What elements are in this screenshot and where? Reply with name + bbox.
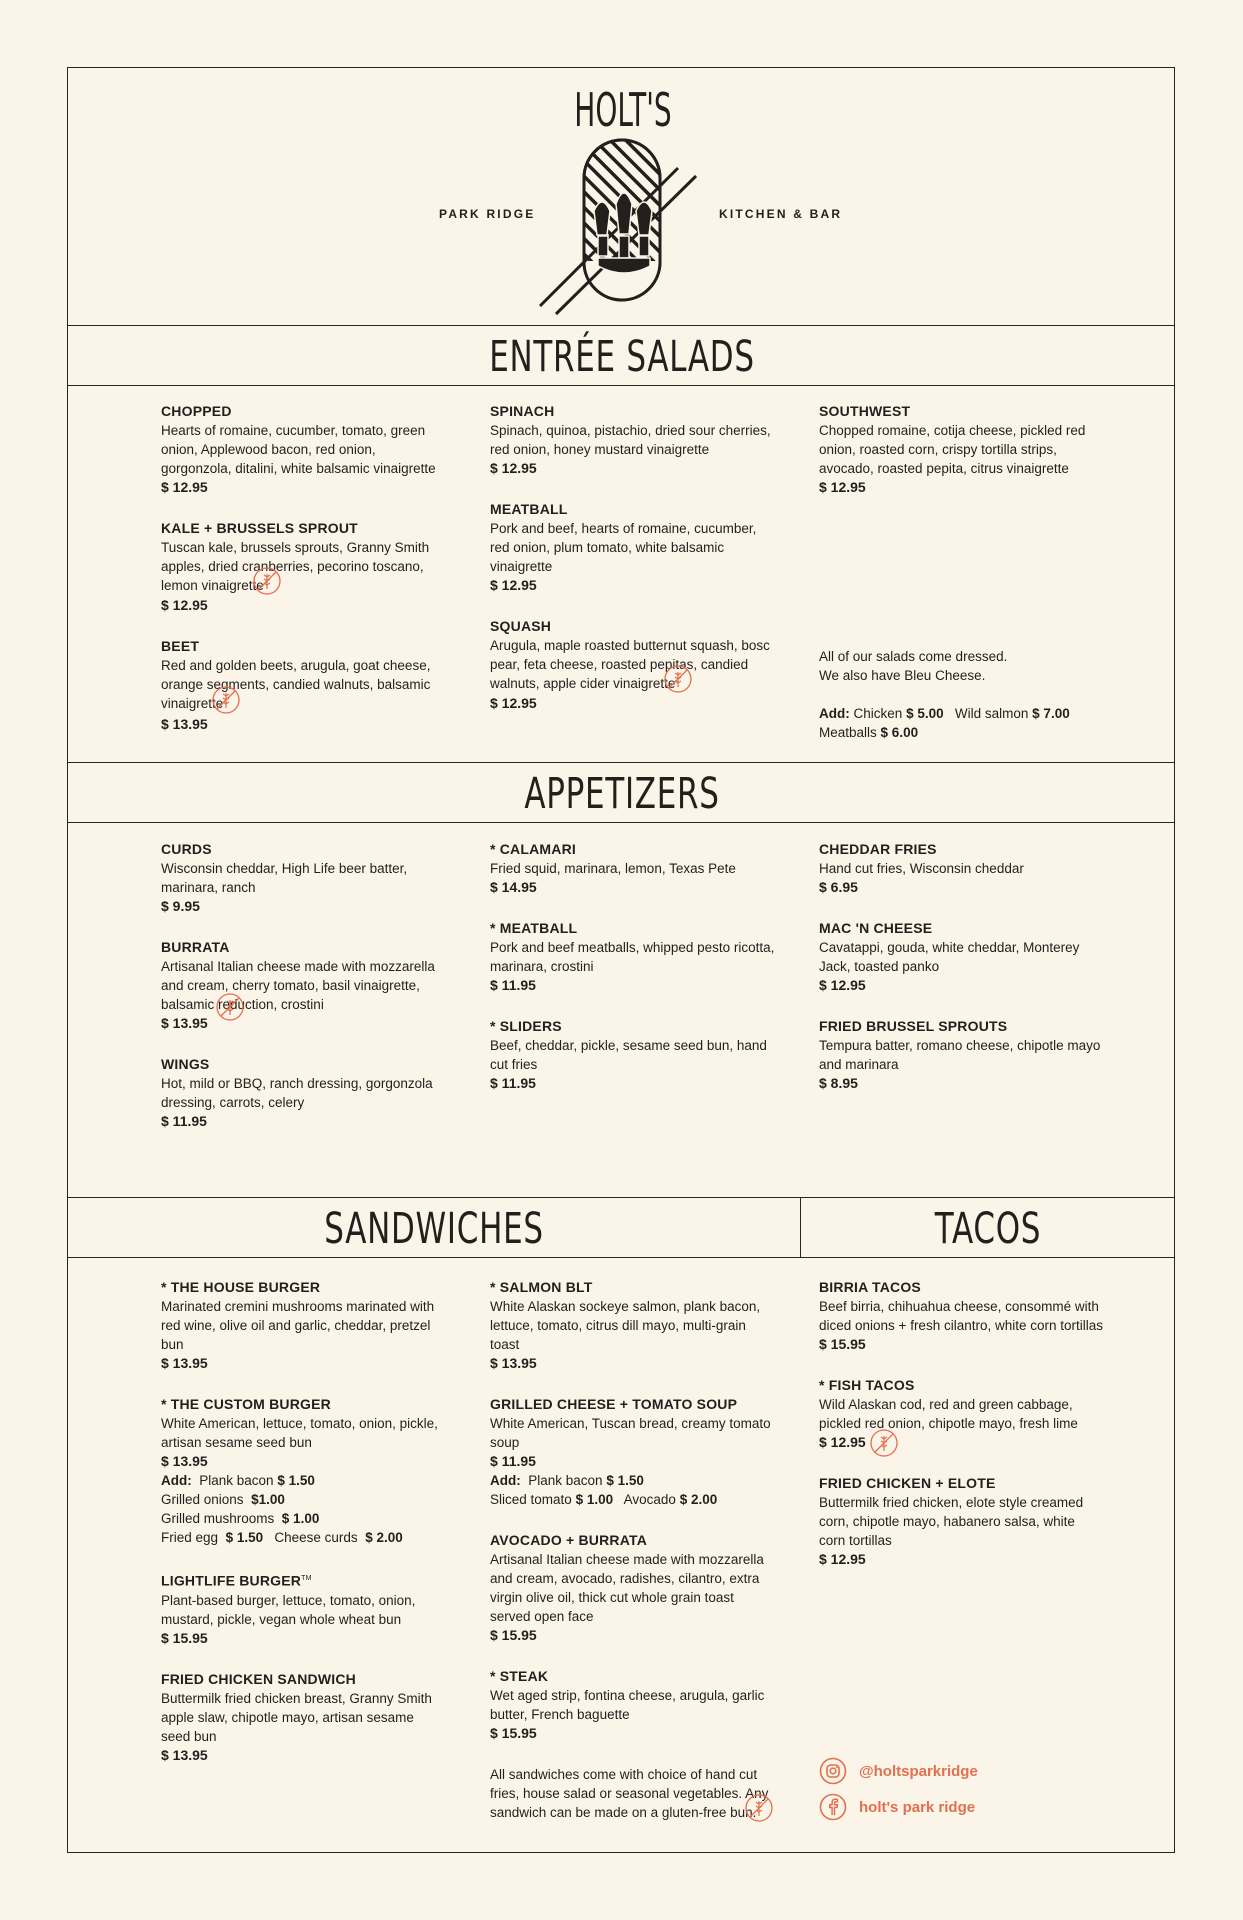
sandwiches-column-1 — [161, 1278, 446, 1787]
menu-item — [161, 1670, 446, 1765]
menu-item — [819, 1017, 1104, 1093]
menu-item — [161, 938, 446, 1033]
tap-handles-logo — [538, 86, 708, 316]
item-price: $ 8.95 — [819, 1075, 858, 1091]
sandwiches-column-2 — [490, 1278, 775, 1823]
item-name: CURDS — [161, 841, 212, 857]
menu-item — [490, 500, 775, 595]
gluten-free-icon — [211, 685, 241, 715]
menu-item — [490, 1531, 775, 1645]
location-label: PARK RIDGE — [439, 207, 536, 221]
item-price: $ 14.95 — [490, 879, 537, 895]
item-description: Hand cut fries, Wisconsin cheddar — [819, 861, 1024, 876]
item-price: $ 13.95 — [161, 1355, 208, 1371]
item-price: $ 12.95 — [490, 577, 537, 593]
item-description: Arugula, maple roasted butternut squash, bosc pear, feta cheese, roasted pepitas, candied walnuts, apple cider vinaigrette — [490, 636, 775, 694]
divider — [68, 1197, 1174, 1198]
menu-item — [819, 1278, 1104, 1354]
tagline-label: KITCHEN & BAR — [719, 207, 843, 221]
item-description: Buttermilk fried chicken, elote style creamed corn, chipotle mayo, habanero salsa, white corn tortillas — [819, 1495, 1084, 1548]
item-description: Cavatappi, gouda, white cheddar, Monterey Jack, toasted panko — [819, 940, 1080, 974]
tacos-column — [819, 1278, 1104, 1591]
item-name: * STEAK — [490, 1668, 549, 1684]
item-name: GRILLED CHEESE + TOMATO SOUP — [490, 1396, 738, 1412]
gluten-free-icon — [869, 1428, 899, 1458]
item-price: $ 12.95 — [819, 1434, 866, 1450]
item-price: $ 11.95 — [490, 1453, 536, 1469]
menu-item — [161, 1395, 446, 1547]
item-price: $ 11.95 — [490, 1075, 536, 1091]
logo-wordmark: HOLT'S — [574, 86, 672, 138]
item-price: $ 12.95 — [819, 1551, 866, 1567]
item-name: MEATBALL — [490, 501, 568, 517]
item-description: White American, lettuce, tomato, onion, pickle, artisan sesame seed bun — [161, 1416, 438, 1450]
item-description: Fried squid, marinara, lemon, Texas Pete — [490, 861, 736, 876]
item-price: $ 15.95 — [819, 1336, 866, 1352]
item-description: Wet aged strip, fontina cheese, arugula, garlic butter, French baguette — [490, 1688, 765, 1722]
add-on-line: Add: Plank bacon $ 1.50 — [161, 1473, 315, 1488]
item-description: Tempura batter, romano cheese, chipotle mayo and marinara — [819, 1038, 1101, 1072]
item-price: $ 15.95 — [490, 1725, 537, 1741]
item-name: BIRRIA TACOS — [819, 1279, 921, 1295]
item-description: Wisconsin cheddar, High Life beer batter, marinara, ranch — [161, 861, 408, 895]
gluten-free-icon — [744, 1793, 774, 1823]
item-name: SQUASH — [490, 618, 552, 634]
add-on-line: Fried egg $ 1.50 Cheese curds $ 2.00 — [161, 1530, 403, 1545]
item-name: * MEATBALL — [490, 920, 578, 936]
instagram-handle: @holtsparkridge — [859, 1762, 978, 1780]
item-price: $ 13.95 — [161, 1746, 208, 1763]
item-price: $ 12.95 — [161, 597, 208, 614]
item-price: $ 13.95 — [161, 1453, 208, 1469]
item-description: Plant-based burger, lettuce, tomato, onion, mustard, pickle, vegan whole wheat bun — [161, 1592, 416, 1627]
item-price: $ 13.95 — [490, 1355, 537, 1371]
item-description: Buttermilk fried chicken breast, Granny Smith apple slaw, chipotle mayo, artisan sesame seed bun — [161, 1690, 432, 1744]
item-description: White Alaskan sockeye salmon, plank bacon, lettuce, tomato, citrus dill mayo, multi-grain toast — [490, 1299, 761, 1352]
add-on-line: Add: Plank bacon $ 1.50 — [490, 1473, 644, 1488]
menu-item — [819, 1376, 1104, 1452]
menu-item — [490, 1395, 775, 1509]
item-description: Chopped romaine, cotija cheese, pickled red onion, roasted corn, crispy tortilla strips, avocado, roasted pepita, citrus vinaigrette — [819, 423, 1086, 476]
appetizers-column-1 — [161, 840, 446, 1153]
item-price: $ 9.95 — [161, 898, 200, 914]
item-name: AVOCADO + BURRATA — [490, 1532, 648, 1548]
menu-item — [161, 840, 446, 916]
item-name: * FISH TACOS — [819, 1377, 915, 1393]
facebook-handle: holt's park ridge — [859, 1798, 976, 1816]
menu-item — [490, 402, 775, 478]
item-price: $ 12.95 — [819, 479, 866, 495]
salads-column-1 — [161, 402, 446, 756]
menu-item — [161, 402, 446, 497]
item-price: $ 11.95 — [490, 977, 536, 993]
item-price: $ 11.95 — [161, 1113, 207, 1129]
item-description: Wild Alaskan cod, red and green cabbage, pickled red onion, chipotle mayo, fresh lime — [819, 1397, 1078, 1431]
item-description: Red and golden beets, arugula, goat cheese, orange segments, candied walnuts, balsamic vinaigrette — [161, 656, 446, 714]
item-price: $ 12.95 — [490, 460, 537, 476]
item-description: Pork and beef, hearts of romaine, cucumber, red onion, plum tomato, white balsamic vinaigrette — [490, 521, 757, 574]
menu-item — [161, 637, 446, 733]
item-name: LIGHTLIFE BURGER™ — [161, 1572, 312, 1589]
menu-item — [161, 1055, 446, 1131]
salads-column-2 — [490, 402, 775, 735]
item-description: Beef birria, chihuahua cheese, consommé with diced onions + fresh cilantro, white corn tortillas — [819, 1299, 1104, 1333]
add-on-line: Grilled mushrooms $ 1.00 — [161, 1511, 320, 1526]
menu-item — [819, 840, 1104, 897]
menu-item — [490, 1667, 775, 1743]
item-description: Artisanal Italian cheese made with mozzarella and cream, avocado, radishes, cilantro, extra virgin olive oil, thick cut whole grain toast served open face — [490, 1552, 764, 1624]
section-title-sandwiches: SANDWICHES — [324, 1204, 544, 1254]
add-on-line: Sliced tomato $ 1.00 Avocado $ 2.00 — [490, 1492, 718, 1507]
menu-item — [161, 1569, 446, 1648]
facebook-link[interactable] — [819, 1792, 978, 1822]
item-description: Beef, cheddar, pickle, sesame seed bun, hand cut fries — [490, 1038, 767, 1072]
menu-item — [819, 402, 1104, 497]
item-price: $ 13.95 — [161, 715, 208, 732]
salad-add-ons-meatballs: Meatballs $ 6.00 — [819, 725, 919, 740]
gluten-free-icon — [663, 664, 693, 694]
item-name: * THE CUSTOM BURGER — [161, 1396, 331, 1412]
item-name: KALE + BRUSSELS SPROUT — [161, 520, 358, 536]
item-name: SOUTHWEST — [819, 403, 911, 419]
social-links — [819, 1756, 978, 1828]
appetizers-column-2 — [490, 840, 775, 1115]
divider — [68, 325, 1174, 326]
menu-item — [490, 617, 775, 713]
item-price: $ 12.95 — [490, 695, 537, 712]
sandwiches-note: All sandwiches come with choice of hand cut fries, house salad or seasonal vegetables. Any sandwich can be made on a gluten-free bun. — [490, 1765, 775, 1823]
section-title-salads: ENTRÉE SALADS — [489, 332, 755, 382]
divider — [68, 762, 1174, 763]
instagram-icon — [819, 1757, 847, 1785]
item-name: FRIED CHICKEN SANDWICH — [161, 1670, 356, 1687]
item-description: Spinach, quinoa, pistachio, dried sour cherries, red onion, honey mustard vinaigrette — [490, 423, 771, 457]
instagram-link[interactable] — [819, 1756, 978, 1786]
item-description: Marinated cremini mushrooms marinated with red wine, olive oil and garlic, cheddar, pretzel bun — [161, 1299, 435, 1352]
item-price: $ 15.95 — [161, 1629, 208, 1646]
item-price: $ 12.95 — [161, 479, 208, 495]
facebook-icon — [819, 1793, 847, 1821]
appetizers-column-3 — [819, 840, 1104, 1115]
item-name: WINGS — [161, 1056, 210, 1072]
item-name: FRIED CHICKEN + ELOTE — [819, 1475, 996, 1491]
item-name: * THE HOUSE BURGER — [161, 1279, 321, 1295]
menu-item — [819, 919, 1104, 995]
item-name: SPINACH — [490, 403, 555, 419]
item-description: Hearts of romaine, cucumber, tomato, green onion, Applewood bacon, red onion, gorgonzola, ditalini, white balsamic vinaigrette — [161, 423, 436, 476]
menu-item — [161, 519, 446, 615]
menu-item — [490, 919, 775, 995]
section-title-appetizers: APPETIZERS — [524, 769, 720, 819]
section-title-tacos: TACOS — [934, 1204, 1042, 1254]
add-on-line: Grilled onions $1.00 — [161, 1492, 285, 1507]
item-price: $ 13.95 — [161, 1015, 208, 1031]
item-description: Hot, mild or BBQ, ranch dressing, gorgonzola dressing, carrots, celery — [161, 1076, 433, 1110]
item-name: BURRATA — [161, 939, 230, 955]
menu-frame — [67, 67, 1175, 1853]
item-price: $ 15.95 — [490, 1627, 537, 1643]
salads-note — [819, 647, 1104, 742]
item-description: Tuscan kale, brussels sprouts, Granny Smith apples, dried cranberries, pecorino toscano, lemon vinaigrette — [161, 538, 446, 596]
item-name: FRIED BRUSSEL SPROUTS — [819, 1018, 1008, 1034]
bleu-cheese-note: We also have Bleu Cheese. — [819, 668, 986, 683]
menu-item — [490, 1017, 775, 1093]
item-name: CHOPPED — [161, 403, 232, 419]
item-description: Pork and beef meatballs, whipped pesto ricotta, marinara, crostini — [490, 940, 775, 974]
salad-add-ons: Add: Chicken $ 5.00 Wild salmon $ 7.00 — [819, 706, 1070, 721]
item-name: BEET — [161, 638, 200, 655]
salads-dressed-note: All of our salads come dressed. — [819, 649, 1008, 664]
salads-column-3 — [819, 402, 1104, 519]
item-price: $ 6.95 — [819, 879, 858, 895]
item-description: Artisanal Italian cheese made with mozzarella and cream, cherry tomato, basil vinaigrette, balsamic reduction, crostini — [161, 959, 435, 1012]
gluten-free-icon — [215, 992, 245, 1022]
item-name: * SALMON BLT — [490, 1279, 593, 1295]
menu-item — [161, 1278, 446, 1373]
menu-item — [490, 1278, 775, 1373]
item-name: * CALAMARI — [490, 841, 576, 857]
item-name: * SLIDERS — [490, 1018, 562, 1034]
menu-item — [819, 1474, 1104, 1569]
item-name: MAC 'N CHEESE — [819, 920, 933, 936]
item-description: White American, Tuscan bread, creamy tomato soup — [490, 1416, 771, 1450]
divider — [800, 1197, 801, 1257]
gluten-free-icon — [252, 566, 282, 596]
menu-item — [490, 840, 775, 897]
item-price: $ 12.95 — [819, 977, 866, 993]
item-name: CHEDDAR FRIES — [819, 841, 937, 857]
